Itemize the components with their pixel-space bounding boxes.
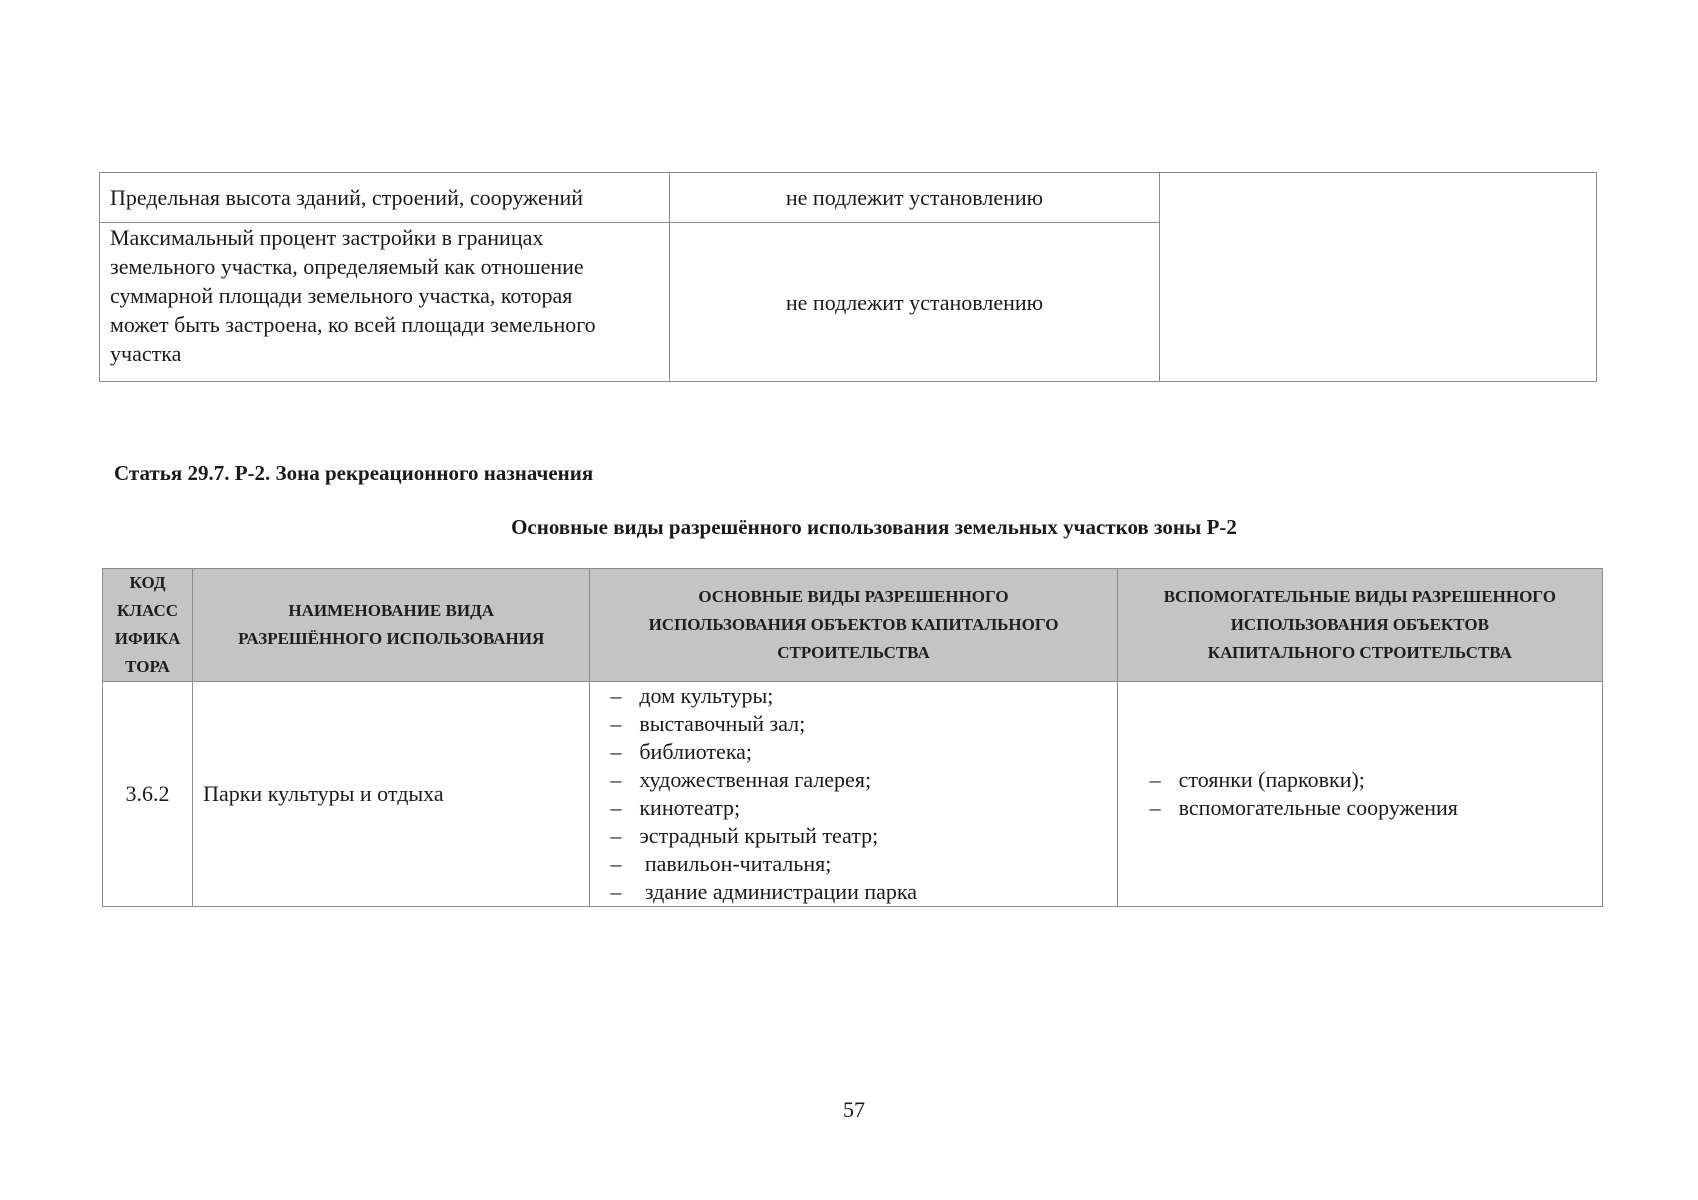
- list-item-text: художественная галерея;: [639, 767, 872, 792]
- value-cell: не подлежит установлению: [670, 173, 1160, 223]
- header-line: ИСПОЛЬЗОВАНИЯ ОБЪЕКТОВ КАПИТАЛЬНОГО: [648, 615, 1059, 634]
- dash-bullet: –: [610, 767, 622, 792]
- main-uses-list: [590, 682, 1116, 906]
- article-heading: Статья 29.7. Р-2. Зона рекреационного назначения: [114, 461, 594, 485]
- dash-bullet: –: [1149, 767, 1161, 792]
- header-line: ИФИКА: [114, 629, 181, 648]
- dash-bullet: –: [610, 879, 622, 904]
- list-item: [610, 794, 1116, 822]
- header-line: ИСПОЛЬЗОВАНИЯ ОБЪЕКТОВ: [1230, 615, 1489, 634]
- header-line: КЛАСС: [117, 601, 179, 620]
- header-line: ВСПОМОГАТЕЛЬНЫЕ ВИДЫ РАЗРЕШЕННОГО: [1163, 587, 1556, 606]
- list-item: [610, 822, 1116, 850]
- dash-bullet: –: [610, 851, 622, 876]
- list-item-text: здание администрации парка: [639, 879, 918, 904]
- header-line: КАПИТАЛЬНОГО СТРОИТЕЛЬСТВА: [1207, 643, 1512, 662]
- code-cell: 3.6.2: [103, 682, 193, 907]
- page-number: 57: [843, 1097, 865, 1122]
- header-line: КОД: [129, 573, 166, 592]
- header-code: [103, 569, 193, 682]
- dash-bullet: –: [610, 683, 622, 708]
- list-item-text: библиотека;: [639, 739, 753, 764]
- list-item: [1150, 766, 1602, 794]
- header-line: НАИМЕНОВАНИЕ ВИДА: [288, 601, 495, 620]
- table-row: [103, 682, 1603, 907]
- table-row: [100, 173, 1597, 223]
- list-item: [610, 738, 1116, 766]
- parameter-cell: [100, 223, 670, 382]
- header-main-uses: [590, 569, 1117, 682]
- header-line: РАЗРЕШЁННОГО ИСПОЛЬЗОВАНИЯ: [238, 629, 545, 648]
- name-cell: Парки культуры и отдыха: [193, 682, 590, 907]
- list-item-text: павильон-читальня;: [639, 851, 832, 876]
- main-uses-cell: [590, 682, 1117, 907]
- permitted-uses-table: [102, 568, 1603, 907]
- list-item-text: выставочный зал;: [639, 711, 806, 736]
- dash-bullet: –: [610, 739, 622, 764]
- parameter-line: суммарной площади земельного участка, которая: [110, 283, 573, 308]
- header-aux-uses: [1117, 569, 1602, 682]
- list-item: [610, 878, 1116, 906]
- list-item: [610, 766, 1116, 794]
- parameter-line: земельного участка, определяемый как отношение: [110, 254, 584, 279]
- list-item: [1150, 794, 1602, 822]
- list-item-text: вспомогательные сооружения: [1178, 795, 1458, 820]
- list-item: [610, 850, 1116, 878]
- list-item-text: кинотеатр;: [639, 795, 741, 820]
- empty-cell: [1160, 173, 1597, 382]
- header-line: ТОРА: [125, 657, 170, 676]
- aux-uses-cell: [1117, 682, 1602, 907]
- list-item-text: стоянки (парковки);: [1178, 767, 1365, 792]
- parameter-line: Максимальный процент застройки в границах: [110, 225, 544, 250]
- parameter-line: участка: [110, 341, 182, 366]
- header-line: ОСНОВНЫЕ ВИДЫ РАЗРЕШЕННОГО: [698, 587, 1009, 606]
- header-line: СТРОИТЕЛЬСТВА: [777, 643, 930, 662]
- table-caption: Основные виды разрешённого использования земельных участков зоны Р-2: [511, 515, 1237, 539]
- header-name: [193, 569, 590, 682]
- dash-bullet: –: [610, 711, 622, 736]
- list-item: [610, 682, 1116, 710]
- list-item-text: дом культуры;: [639, 683, 774, 708]
- table-header-row: [103, 569, 1603, 682]
- aux-uses-list: [1118, 766, 1602, 822]
- value-cell: не подлежит установлению: [670, 223, 1160, 382]
- parameter-line: может быть застроена, ко всей площади земельного: [110, 312, 596, 337]
- parameter-cell: Предельная высота зданий, строений, сооружений: [100, 173, 670, 223]
- list-item: [610, 710, 1116, 738]
- dash-bullet: –: [610, 823, 622, 848]
- building-limits-table: [99, 172, 1597, 382]
- dash-bullet: –: [610, 795, 622, 820]
- dash-bullet: –: [1149, 795, 1161, 820]
- list-item-text: эстрадный крытый театр;: [639, 823, 879, 848]
